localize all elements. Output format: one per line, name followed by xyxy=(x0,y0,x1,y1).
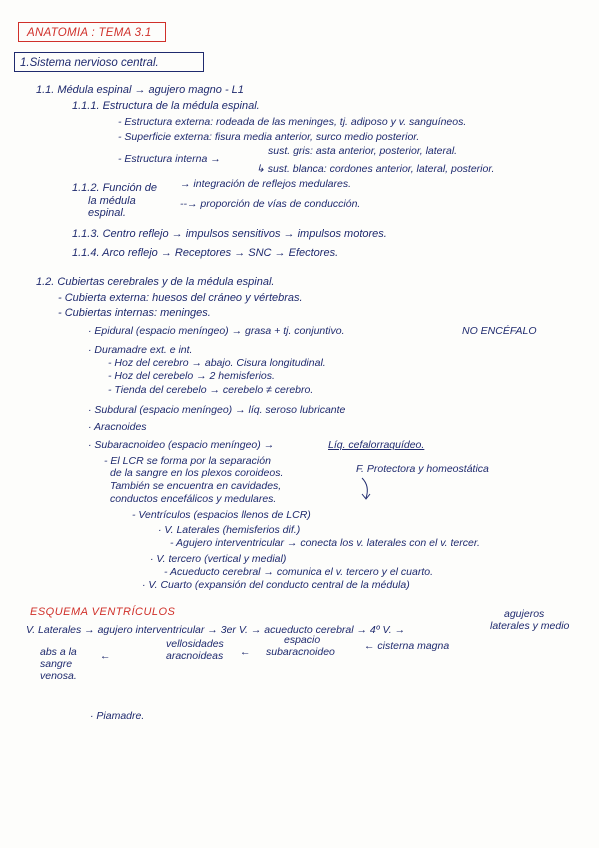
esquema-title: ESQUEMA VENTRÍCULOS xyxy=(30,606,176,618)
funcion-conduccion: --→ proporción de vías de conducción. xyxy=(180,198,361,210)
lcr-line-4: conductos encefálicos y medulares. xyxy=(110,493,277,505)
esquema-abs-l1: abs a la xyxy=(40,646,77,658)
lcr-line-1: - El LCR se forma por la separación xyxy=(104,455,271,467)
heading-1-1-2-l1: 1.1.2. Función de xyxy=(72,182,158,194)
ventriculos: - Ventrículos (espacios llenos de LCR) xyxy=(132,509,311,521)
lcr-line-3: También se encuentra en cavidades, xyxy=(110,480,282,492)
hoz-cerebelo: - Hoz del cerebelo → 2 hemisferios. xyxy=(108,370,275,382)
sustancia-gris: sust. gris: asta anterior, posterior, lateral. xyxy=(268,145,458,157)
title-box xyxy=(18,22,166,42)
heading-1-1-4: 1.1.4. Arco reflejo → Receptores → SNC → Efectores. xyxy=(72,247,339,259)
heading-1-1-3: 1.1.3. Centro reflejo → impulsos sensitivos → impulsos motores. xyxy=(72,228,387,240)
duramadre: · Duramadre ext. e int. xyxy=(88,344,193,356)
curved-arrow-icon xyxy=(356,478,376,502)
section-box xyxy=(14,52,204,72)
subdural: · Subdural (espacio meníngeo) → líq. seroso lubricante xyxy=(88,404,346,416)
estructura-interna: - Estructura interna → xyxy=(118,153,221,165)
page-title: ANATOMIA : TEMA 3.1 xyxy=(27,27,152,39)
section-title: 1.Sistema nervioso central. xyxy=(20,57,159,69)
esquema-arrow-1: ← xyxy=(100,650,111,662)
esquema-vellosidades-l1: vellosidades xyxy=(166,638,224,650)
agujero-interventricular: - Agujero interventricular → conecta los v. laterales con el v. tercer. xyxy=(170,537,480,549)
funcion-lcr: F. Protectora y homeostática xyxy=(356,463,489,475)
cubiertas-internas: - Cubiertas internas: meninges. xyxy=(58,307,211,319)
no-encefalo: NO ENCÉFALO xyxy=(462,325,537,337)
heading-1-1-2-l3: espinal. xyxy=(88,207,126,219)
esquema-espacio-l1: espacio xyxy=(284,634,321,646)
heading-1-1-2-l2: la médula xyxy=(88,195,136,207)
subaracnoideo: · Subaracnoideo (espacio meníngeo) → xyxy=(88,439,275,451)
acueducto-cerebral: - Acueducto cerebral → comunica el v. tercero y el cuarto. xyxy=(164,566,434,578)
epidural: · Epidural (espacio meníngeo) → grasa + tj. conjuntivo. xyxy=(88,325,345,337)
liquido-cefalorraquideo: Líq. cefalorraquídeo. xyxy=(328,439,425,451)
esquema-agujeros-l2: laterales y medio xyxy=(490,620,570,632)
aracnoides: · Aracnoides xyxy=(88,421,147,433)
superficie-externa: - Superficie externa: fisura media anterior, surco medio posterior. xyxy=(118,131,420,143)
estructura-externa: - Estructura externa: rodeada de las meninges, tj. adiposo y v. sanguíneos. xyxy=(118,116,467,128)
tienda-cerebelo: - Tienda del cerebelo → cerebelo ≠ cerebro. xyxy=(108,384,314,396)
heading-1-1-1: 1.1.1. Estructura de la médula espinal. xyxy=(72,100,260,112)
ventriculo-tercero: · V. tercero (vertical y medial) xyxy=(150,553,287,565)
esquema-abs-l2: sangre xyxy=(40,658,73,670)
esquema-arrow-2: ← xyxy=(240,646,251,658)
piamadre: · Piamadre. xyxy=(90,710,145,722)
esquema-agujeros-l1: agujeros xyxy=(504,608,545,620)
heading-1-2: 1.2. Cubiertas cerebrales y de la médula espinal. xyxy=(36,276,275,288)
esquema-vellosidades-l2: aracnoideas xyxy=(166,650,224,662)
ventriculo-cuarto: · V. Cuarto (expansión del conducto central de la médula) xyxy=(142,579,410,591)
funcion-integracion: → integración de reflejos medulares. xyxy=(180,178,352,190)
esquema-abs-l3: venosa. xyxy=(40,670,77,682)
esquema-espacio-l2: subaracnoideo xyxy=(266,646,335,658)
lcr-line-2: de la sangre en los plexos coroideos. xyxy=(110,467,284,479)
sustancia-blanca: ↳ sust. blanca: cordones anterior, lateral, posterior. xyxy=(256,163,495,175)
cubierta-externa: - Cubierta externa: huesos del cráneo y vértebras. xyxy=(58,292,303,304)
ventriculos-laterales: · V. Laterales (hemisferios dif.) xyxy=(158,524,301,536)
heading-1-1: 1.1. Médula espinal → agujero magno - L1 xyxy=(36,84,244,96)
esquema-row-1: V. Laterales → agujero interventricular → 3er V. → acueducto cerebral → 4º V. → xyxy=(26,624,406,636)
esquema-cisterna: ← cisterna magna xyxy=(364,640,450,652)
hoz-cerebro: - Hoz del cerebro → abajo. Cisura longitudinal. xyxy=(108,357,326,369)
